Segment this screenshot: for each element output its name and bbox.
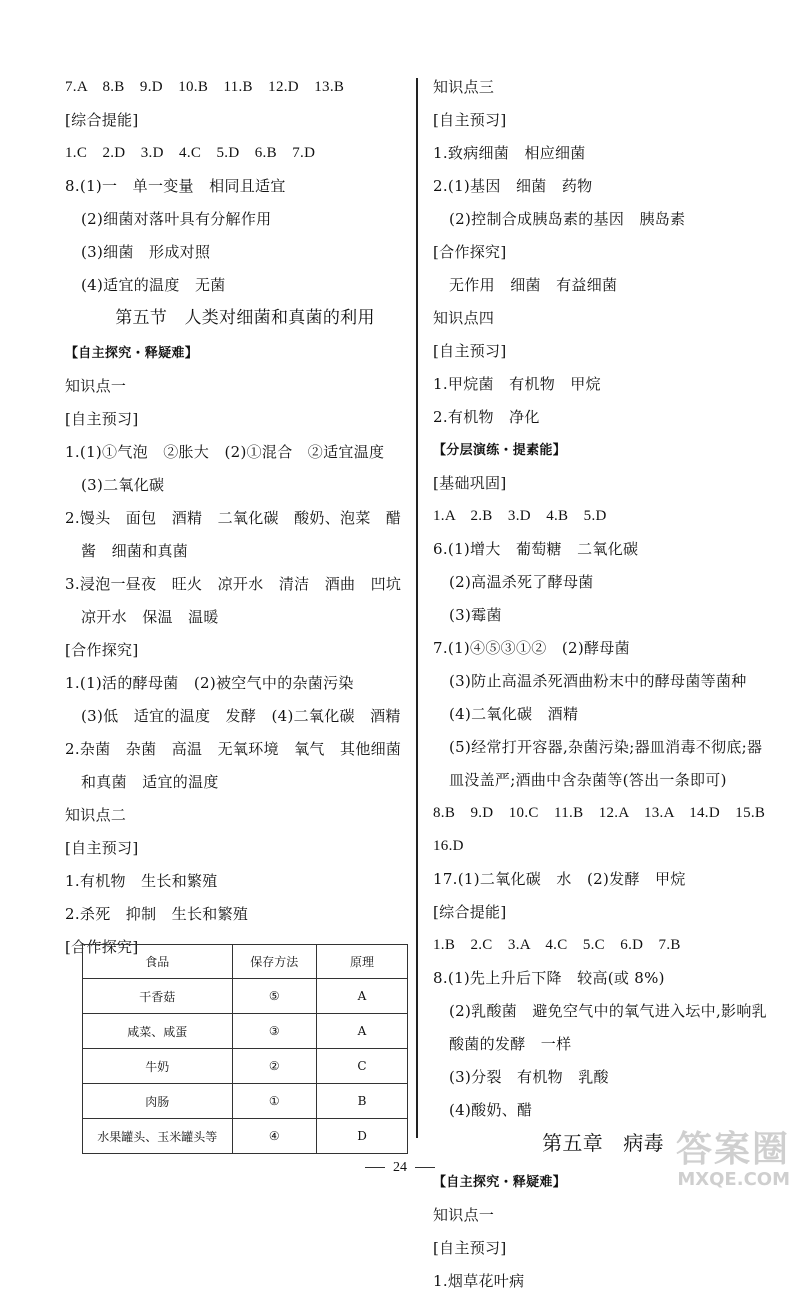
answer-line: (3)二氧化碳: [81, 476, 165, 494]
answer-line: (3)细菌 形成对照: [81, 243, 211, 261]
page-number-text: 24: [393, 1160, 407, 1175]
section-label: [合作探究]: [65, 641, 139, 659]
answer-line: 知识点四: [433, 309, 495, 327]
table-cell: ③: [232, 1014, 317, 1049]
column-divider: [416, 78, 418, 1138]
answer-line: 2.杂菌 杂菌 高温 无氧环境 氧气 其他细菌: [65, 740, 402, 758]
answer-line: 7.A 8.B 9.D 10.B 11.B 12.D 13.B: [65, 79, 345, 95]
answer-line: 知识点三: [433, 78, 495, 96]
watermark-logo: 答案圈: [675, 1129, 790, 1170]
answer-line: (3)低 适宜的温度 发酵 (4)二氧化碳 酒精: [81, 707, 401, 725]
answer-line: 8.(1)先上升后下降 较高(或 8%): [433, 969, 665, 987]
answer-line: 1.有机物 生长和繁殖: [65, 872, 218, 890]
answer-line: (5)经常打开容器,杂菌污染;器皿消毒不彻底;器: [449, 738, 763, 756]
table-cell: 水果罐头、玉米罐头等: [83, 1119, 233, 1154]
table-row: [83, 1084, 408, 1119]
section-label: 【自主探究・释疑难】: [65, 346, 199, 361]
section-heading: 第五节 人类对细菌和真菌的利用: [115, 308, 375, 328]
food-preservation-table: [82, 944, 408, 1154]
answer-line: 8.(1)一 单一变量 相同且适宜: [65, 177, 286, 195]
answer-line: 2.(1)基因 细菌 药物: [433, 177, 593, 195]
answer-line: 1.致病细菌 相应细菌: [433, 144, 586, 162]
answer-line: 和真菌 适宜的温度: [81, 773, 219, 791]
left-column: [65, 80, 405, 973]
table-cell: 咸菜、咸蛋: [83, 1014, 233, 1049]
answer-line: (4)酸奶、醋: [449, 1101, 533, 1119]
right-column: [433, 80, 773, 1307]
section-label: [合作探究]: [433, 243, 507, 261]
table-cell: A: [317, 979, 408, 1014]
answer-line: (2)控制合成胰岛素的基因 胰岛素: [449, 210, 686, 228]
table-cell: ②: [232, 1049, 317, 1084]
answer-line: 无作用 细菌 有益细菌: [449, 276, 618, 294]
section-label: [基础巩固]: [433, 474, 507, 492]
section-label: [自主预习]: [433, 342, 507, 360]
answer-line: 1.C 2.D 3.D 4.C 5.D 6.B 7.D: [65, 145, 316, 161]
answer-line: (3)分裂 有机物 乳酸: [449, 1068, 609, 1086]
answer-line: 1.烟草花叶病: [433, 1272, 525, 1290]
table-header-row: [83, 945, 408, 979]
answer-line: 6.(1)增大 葡萄糖 二氧化碳: [433, 540, 639, 558]
section-label: [综合提能]: [65, 111, 139, 129]
answer-line: 1.A 2.B 3.D 4.B 5.D: [433, 508, 607, 524]
answer-line: (2)高温杀死了酵母菌: [449, 573, 594, 591]
answer-line: 1.(1)①气泡 ②胀大 (2)①混合 ②适宜温度: [65, 443, 385, 461]
answer-line: 8.B 9.D 10.C 11.B 12.A 13.A 14.D 15.B: [433, 805, 766, 821]
answer-line: 2.有机物 净化: [433, 408, 540, 426]
table-row: [83, 1014, 408, 1049]
answer-line: 皿没盖严;酒曲中含杂菌等(答出一条即可): [449, 771, 727, 789]
table-cell: C: [317, 1049, 408, 1084]
table-cell: A: [317, 1014, 408, 1049]
answer-line: 知识点一: [433, 1206, 495, 1224]
answer-line: 知识点二: [65, 806, 127, 824]
section-label: [自主预习]: [65, 410, 139, 428]
answer-line: 7.(1)④⑤③①② (2)酵母菌: [433, 639, 630, 657]
dash-left: [365, 1167, 385, 1168]
table-row: [83, 1049, 408, 1084]
section-heading: 第五章 病毒: [542, 1131, 664, 1155]
table-cell: D: [317, 1119, 408, 1154]
table-header-cell: 保存方法: [232, 945, 317, 979]
answer-line: (2)乳酸菌 避免空气中的氧气进入坛中,影响乳: [449, 1002, 767, 1020]
answer-line: 2.馒头 面包 酒精 二氧化碳 酸奶、泡菜 醋: [65, 509, 402, 527]
section-label: [综合提能]: [433, 903, 507, 921]
table-header-cell: 食品: [83, 945, 233, 979]
table-cell: B: [317, 1084, 408, 1119]
answer-line: 3.浸泡一昼夜 旺火 凉开水 清洁 酒曲 凹坑: [65, 575, 402, 593]
answer-line: 酱 细菌和真菌: [81, 542, 189, 560]
table-cell: ④: [232, 1119, 317, 1154]
table-cell: ⑤: [232, 979, 317, 1014]
table-row: [83, 1119, 408, 1154]
section-label: [自主预习]: [433, 111, 507, 129]
answer-line: (3)霉菌: [449, 606, 502, 624]
table-cell: 肉肠: [83, 1084, 233, 1119]
answer-line: 2.杀死 抑制 生长和繁殖: [65, 905, 249, 923]
watermark: [660, 1130, 790, 1196]
section-label: [合作探究]: [65, 938, 139, 956]
answer-line: (4)二氧化碳 酒精: [449, 705, 579, 723]
answer-line: 酸菌的发酵 一样: [449, 1035, 572, 1053]
answer-line: 1.甲烷菌 有机物 甲烷: [433, 375, 601, 393]
table-header-cell: 原理: [317, 945, 408, 979]
answer-line: 16.D: [433, 838, 464, 854]
section-label: 【分层演练・提素能】: [433, 443, 567, 458]
dash-right: [415, 1167, 435, 1168]
table-row: [83, 979, 408, 1014]
table-cell: 干香菇: [83, 979, 233, 1014]
section-label: [自主预习]: [65, 839, 139, 857]
watermark-url: MXQE.COM: [677, 1169, 790, 1190]
table-cell: 牛奶: [83, 1049, 233, 1084]
answer-line: (2)细菌对落叶具有分解作用: [81, 210, 272, 228]
answer-line: 1.(1)活的酵母菌 (2)被空气中的杂菌污染: [65, 674, 354, 692]
answer-line: (4)适宜的温度 无菌: [81, 276, 226, 294]
answer-line: (3)防止高温杀死酒曲粉末中的酵母菌等菌种: [449, 672, 747, 690]
table-cell: ①: [232, 1084, 317, 1119]
answer-line: 知识点一: [65, 377, 127, 395]
answer-line: 凉开水 保温 温暖: [81, 608, 219, 626]
section-label: [自主预习]: [433, 1239, 507, 1257]
answer-line: 1.B 2.C 3.A 4.C 5.C 6.D 7.B: [433, 937, 681, 953]
answer-line: 17.(1)二氧化碳 水 (2)发酵 甲烷: [433, 870, 686, 888]
section-label: 【自主探究・释疑难】: [433, 1175, 567, 1190]
